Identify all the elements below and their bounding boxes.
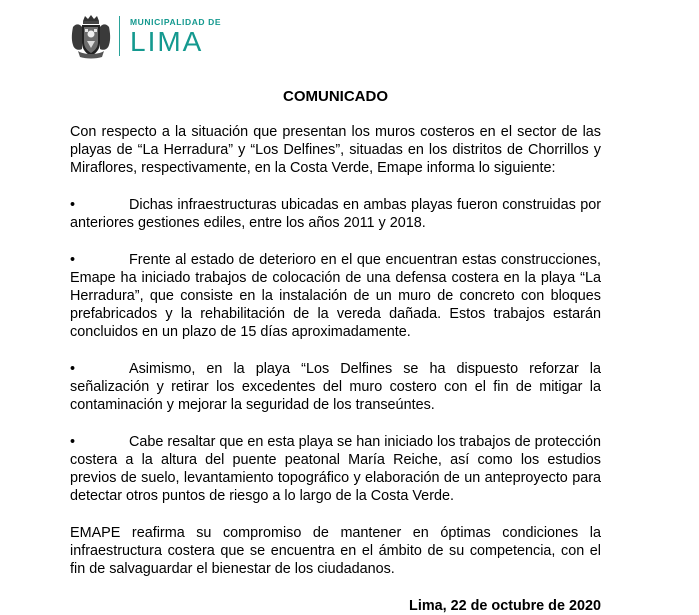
- bullet-text: Dichas infraestructuras ubicadas en ambas playas fueron construidas por anteriores gestiones ediles, entre los años 2011 y 2018.: [70, 197, 601, 231]
- document-body: [70, 88, 601, 615]
- letterhead: [70, 12, 221, 60]
- bullet-marker: •: [70, 197, 76, 213]
- bullet-marker: •: [70, 252, 76, 268]
- bullet-text: Asimismo, en la playa “Los Delfines se ha dispuesto reforzar la señalización y retirar los excedentes del muro costero con el fin de mitigar la contaminación y mejorar la seguridad de los transeúntes.: [70, 361, 601, 413]
- bullet-item: [70, 196, 601, 232]
- bullet-text: Cabe resaltar que en esta playa se han iniciado los trabajos de protección costera a la altura del puente peatonal María Reiche, así como los estudios previos de suelo, levantamiento topográfico y elaboración de un anteproyecto para detectar otros puntos de riesgo a lo largo de la Costa Verde.: [70, 434, 601, 504]
- coat-of-arms-icon: [70, 13, 112, 59]
- bullet-marker: •: [70, 361, 76, 377]
- logo-divider: [119, 16, 120, 56]
- signoff-date: Lima, 22 de octubre de 2020: [409, 598, 601, 614]
- bullet-item: [70, 433, 601, 505]
- logo-subtitle: MUNICIPALIDAD DE: [130, 16, 222, 27]
- closing-paragraph: EMAPE reafirma su compromiso de mantener en óptimas condiciones la infraestructura costera que se encuentra en el ámbito de su competencia, con el fin de salvaguardar el bienestar de los ciudadanos.: [70, 525, 601, 577]
- municipality-logo: [130, 17, 221, 56]
- bullet-item: [70, 251, 601, 341]
- bullet-marker: •: [70, 434, 76, 450]
- logo-title: LIMA: [130, 25, 204, 57]
- intro-paragraph: Con respecto a la situación que presentan los muros costeros en el sector de las playas de “La Herradura” y “Los Delfines”, situadas en los distritos de Chorrillos y Miraflores, respectivamente, en la Costa Verde, Emape informa lo siguiente:: [70, 124, 601, 176]
- bullet-text: Frente al estado de deterioro en el que encuentran estas construcciones, Emape ha iniciado trabajos de colocación de una defensa costera en la playa “La Herradura”, que consiste en la instalación de un muro de concreto con bloques prefabricados y la rehabilitación de la vereda dañada. Estos trabajos estarán concluidos en un plazo de 15 días aproximadamente.: [70, 252, 601, 340]
- bullet-item: [70, 360, 601, 414]
- document-title: COMUNICADO: [283, 88, 388, 105]
